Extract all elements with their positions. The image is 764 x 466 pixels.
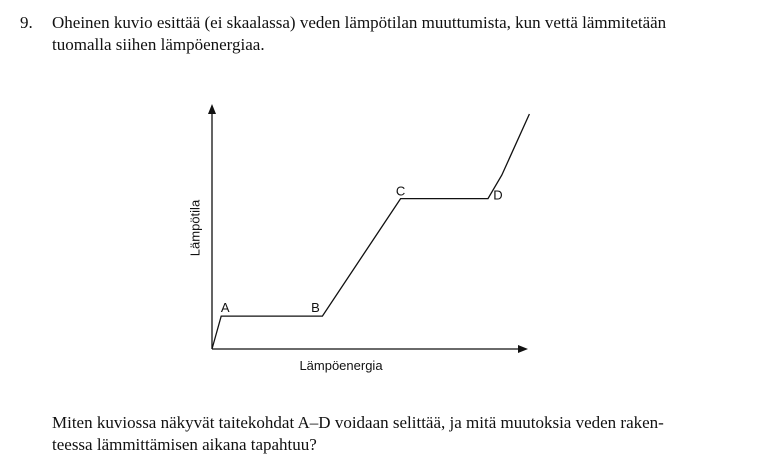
question-line: Oheinen kuvio esittää (ei skaalassa) veden lämpötilan muuttumista, kun vettä lämmitetään	[52, 13, 667, 32]
question-line: tuomalla siihen lämpöenergiaa.	[52, 35, 265, 54]
point-labels	[221, 184, 503, 316]
point-label-d: D	[493, 187, 503, 203]
series-group	[212, 114, 529, 349]
followup-line: teessa lämmittämisen aikana tapahtuu?	[52, 435, 317, 454]
followup-line: Miten kuviossa näkyvät taitekohdat A–D voidaan selittää, ja mitä muutoksia veden raken-	[52, 413, 664, 432]
y-axis-label: Lämpötila	[187, 199, 203, 257]
followup-question	[52, 412, 752, 456]
x-axis-label: Lämpöenergia	[299, 358, 383, 373]
question-number: 9.	[20, 13, 33, 32]
point-label-c: C	[395, 183, 406, 199]
point-label-b: B	[311, 300, 320, 316]
x-axis-arrowhead	[518, 345, 528, 353]
y-axis-arrowhead	[208, 104, 216, 114]
point-label-a: A	[220, 300, 230, 316]
temperature-curve	[212, 114, 529, 349]
